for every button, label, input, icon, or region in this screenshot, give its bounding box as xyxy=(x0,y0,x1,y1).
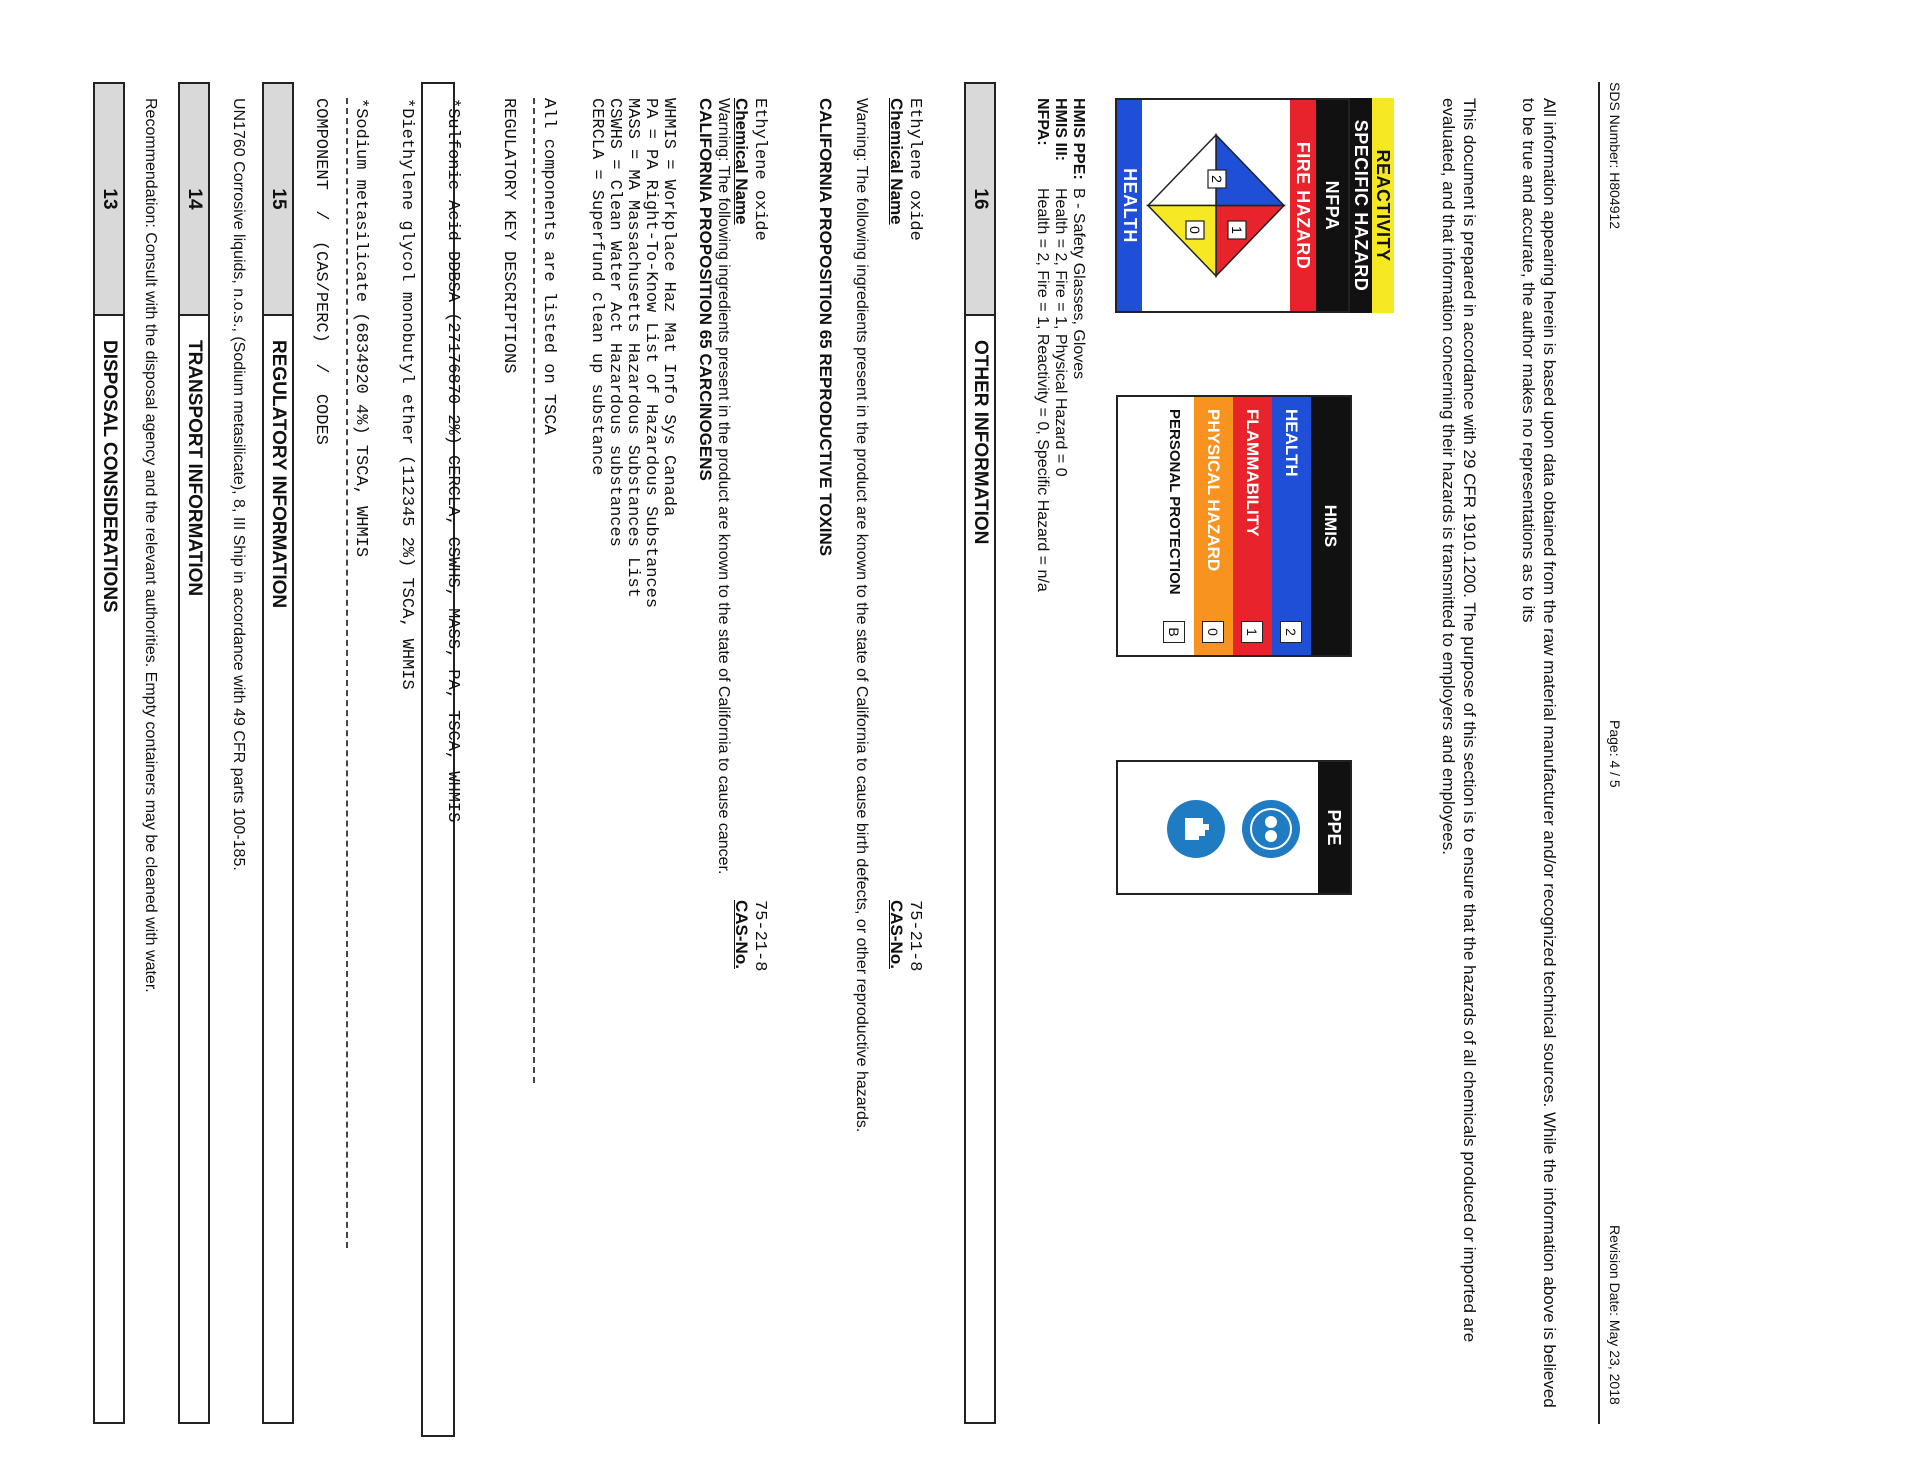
sds-number: SDS Number: H804912 xyxy=(1607,82,1623,230)
component-line-1: *Sodium metasilicate (6834920 4%) TSCA, WHMIS xyxy=(351,98,370,558)
reproductive-cas: 75-21-8 xyxy=(905,900,924,972)
hmis-header-text: HMIS xyxy=(1321,504,1341,548)
nfpa-header: NFPA xyxy=(1316,100,1348,311)
section-15-number: 15 xyxy=(264,84,292,316)
carcinogens-title: CALIFORNIA PROPOSITION 65 CARCINOGENS xyxy=(696,98,715,481)
regulatory-key-header: REGULATORY KEY DESCRIPTIONS xyxy=(499,98,518,374)
hmis-protection-label: PERSONAL PROTECTION xyxy=(1166,409,1183,595)
hmis-flammability-row xyxy=(1233,397,1272,655)
hmis-ppe-value: B - Safety Glasses, Gloves xyxy=(1070,188,1087,380)
disclaimer-paragraph: All information appearing herein is based upon data obtained from the raw material manufacturer and/or recognized technical sources. While the information above is believed to be true and accurate, the author makes no representations as to its xyxy=(1519,98,1559,1408)
safety-glasses-icon xyxy=(1242,800,1300,858)
nfpa-reactivity-value: 0 xyxy=(1187,226,1203,234)
section-13-title: DISPOSAL CONSIDERATIONS xyxy=(99,340,120,613)
component-line-3: *Sulfonic Acid DDBSA (27176870 2%) CERCLA, CSWHS, MASS, PA, TSCA, WHMIS xyxy=(443,98,462,823)
tsca-note: All components are listed on TSCA xyxy=(539,98,558,435)
section-16-bar xyxy=(964,82,996,1424)
carcinogens-col-cas: CAS-No. xyxy=(732,900,751,969)
carcinogens-cas: 75-21-8 xyxy=(750,900,769,972)
fire-hazard-band: FIRE HAZARD xyxy=(1290,100,1316,311)
hmis-health-value: 2 xyxy=(1281,621,1303,643)
gloves-icon xyxy=(1167,800,1225,858)
nfpa-rating-label: NFPA: xyxy=(1034,98,1051,146)
ppe-header: PPE xyxy=(1318,762,1350,893)
section-13-number: 13 xyxy=(95,84,123,316)
section-13-bar xyxy=(93,82,125,1424)
reactivity-label-band: REACTIVITY xyxy=(1372,98,1394,313)
hmis-physical-value: 0 xyxy=(1203,621,1225,643)
hmis-physical-row xyxy=(1194,397,1233,655)
hmis-health-label: HEALTH xyxy=(1282,409,1302,477)
specific-hazard-band: SPECIFIC HAZARD xyxy=(1350,98,1372,313)
component-header: COMPONENT / (CAS/PERC) / CODES xyxy=(311,98,330,445)
key-line-3: MASS = MA Massachusetts Hazardous Substances List xyxy=(623,98,642,598)
hmis-rating-label: HMIS III: xyxy=(1052,98,1069,162)
disposal-recommendation: Recommendation: Consult with the disposal agency and the relevant authorities. Empty containers may be cleaned with water. xyxy=(142,98,159,993)
hmis-label-block xyxy=(1116,395,1352,657)
hmis-protection-row xyxy=(1155,397,1194,655)
carcinogens-chemical: Ethylene oxide xyxy=(750,98,769,241)
carcinogens-col-name: Chemical Name xyxy=(732,98,751,225)
hmis-rating-value: Health = 2, Fire = 1, Physical Hazard = 0 xyxy=(1052,188,1069,477)
reproductive-chemical: Ethylene oxide xyxy=(905,98,924,241)
key-line-1: CERCLA = Superfund clean up substance xyxy=(587,98,606,476)
section-14-number: 14 xyxy=(180,84,208,316)
transport-info: UN1760 Corrosive liquids, n.o.s., (Sodium metasilicate), 8, III Ship in accordance with 49 CFR parts 100-185. xyxy=(230,98,247,871)
reproductive-col-name: Chemical Name xyxy=(887,98,906,225)
nfpa-fire-value: 1 xyxy=(1229,226,1245,234)
hmis-ppe-label: HMIS PPE: xyxy=(1070,98,1087,180)
hmis-health-row xyxy=(1272,397,1311,655)
carcinogens-warning: Warning: The following ingredients present in the product are known to the state of California to cause cancer. xyxy=(715,98,732,875)
hmis-physical-label: PHYSICAL HAZARD xyxy=(1204,409,1224,572)
hmis-protection-value: B xyxy=(1164,621,1186,643)
key-line-5: WHMIS = Workplace Haz Mat Info Sys Canada xyxy=(659,98,678,517)
section-15-bar xyxy=(262,82,294,1424)
section-15-title: REGULATORY INFORMATION xyxy=(268,340,289,609)
health-band: HEALTH xyxy=(1117,100,1143,311)
section-16-title: OTHER INFORMATION xyxy=(970,340,991,545)
osha-paragraph: This document is prepared in accordance with 29 CFR 1910.1200. The purpose of this section is to ensure that the hazards of all chemicals produced or imported are evaluated, and that information concerning their hazards is transmitted to employers and employees. xyxy=(1439,98,1479,1343)
component-divider xyxy=(346,98,348,1248)
hmis-flammability-label: FLAMMABILITY xyxy=(1243,409,1263,537)
component-line-2: *Diethylene glycol monobutyl ether (112345 2%) TSCA, WHMIS xyxy=(397,98,416,690)
reproductive-col-cas: CAS-No. xyxy=(887,900,906,969)
nfpa-label-block xyxy=(1115,98,1350,313)
section-14-bar xyxy=(178,82,210,1424)
hmis-header xyxy=(1311,397,1350,655)
key-line-2: CSWHS = Clean Water Act Hazardous substances xyxy=(605,98,624,547)
key-divider xyxy=(533,98,535,1083)
section-16-number: 16 xyxy=(966,84,994,316)
hmis-flammability-value: 1 xyxy=(1242,621,1264,643)
reproductive-warning: Warning: The following ingredients present in the product are known to the state of California to cause birth defects, or other reproductive hazards. xyxy=(853,98,870,1133)
nfpa-diamond xyxy=(1142,100,1290,311)
nfpa-health-value: 2 xyxy=(1209,175,1225,183)
revision-date: Revision Date: May 23, 2018 xyxy=(1607,1225,1623,1405)
nfpa-rating-value: Health = 2, Fire = 1, Reactivity = 0, Specific Hazard = n/a xyxy=(1034,188,1051,592)
footer-rule xyxy=(1598,82,1600,1424)
ppe-block xyxy=(1116,760,1352,895)
section-14-title: TRANSPORT INFORMATION xyxy=(184,340,205,597)
page-number: Page: 4 / 5 xyxy=(1607,720,1623,788)
key-line-4: PA = PA Right-To-Know List of Hazardous Substances xyxy=(641,98,660,609)
reproductive-title: CALIFORNIA PROPOSITION 65 REPRODUCTIVE TOXINS xyxy=(816,98,835,557)
